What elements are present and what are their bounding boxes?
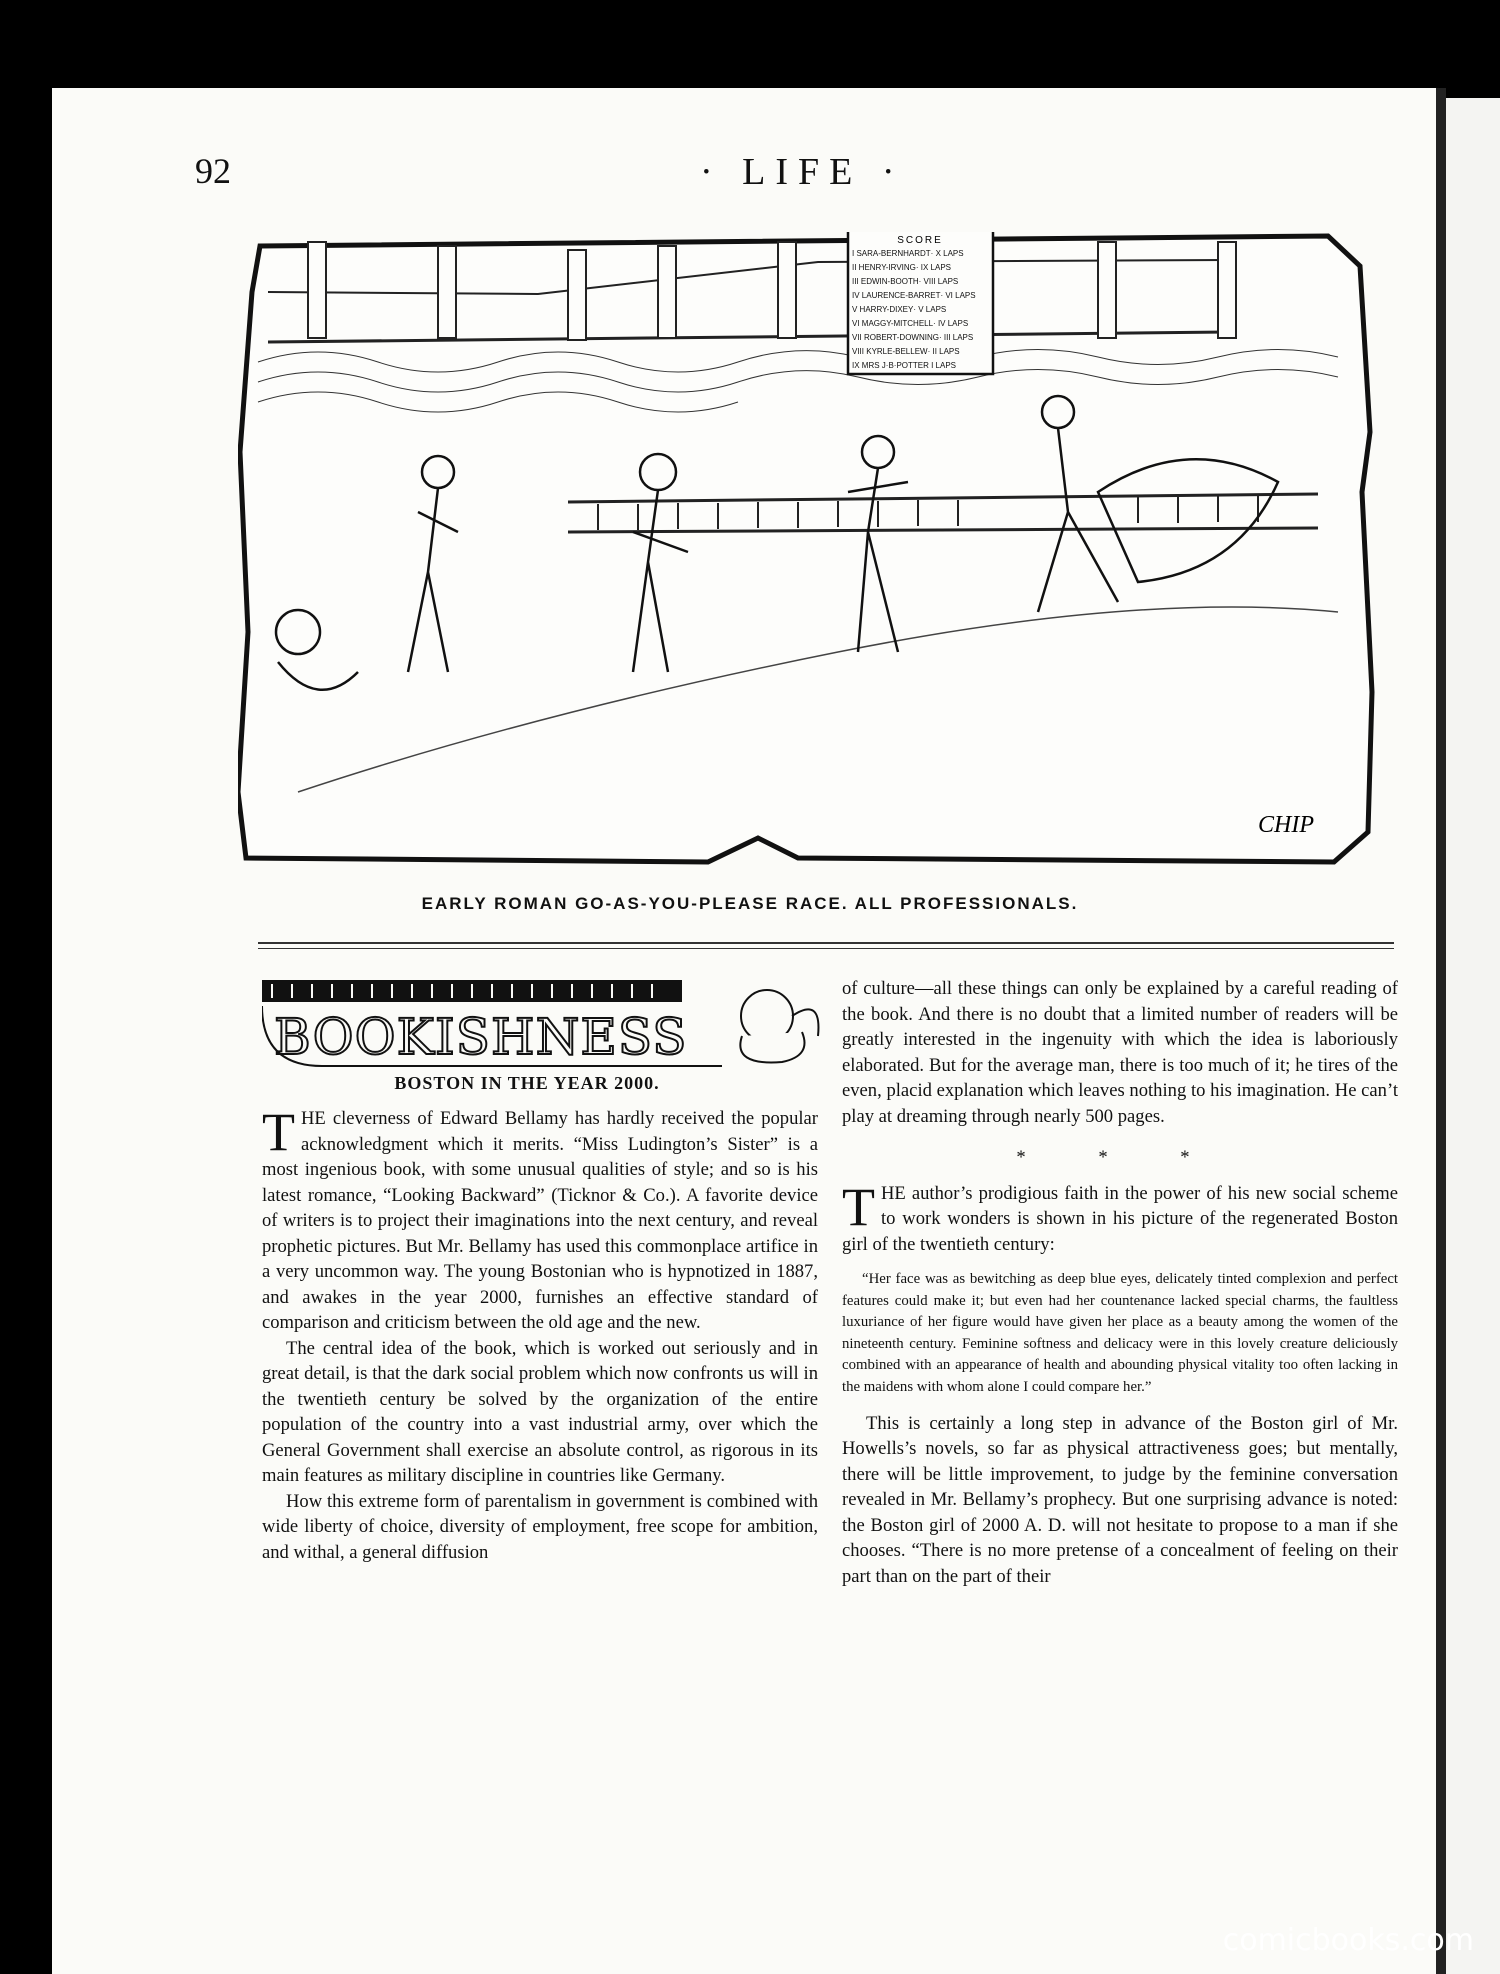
artist-signature: CHIP — [1258, 812, 1314, 838]
block-quote: “Her face was as bewitching as deep blue eyes, delicately tinted complexion and perfect features could make it; but even had her countenance lacked special charms, the faultless luxuriance of her figure would have given her place as a beauty among the women of the nineteenth century. Feminine softness and delicacy were in this lovely creature deliciously combined with an appearance of health and abounding physical vitality too often lacking in the maidens with whom alone I could compare her.” — [842, 1271, 1398, 1395]
illustration-caption: EARLY ROMAN GO-AS-YOU-PLEASE RACE. ALL PROFESSIONALS. — [421, 894, 1079, 913]
score-line: III EDWIN-BOOTH· VIII LAPS — [852, 277, 959, 286]
watermark: comicbooks.com — [1222, 1923, 1474, 1958]
paragraph-text: HE author’s prodigious faith in the power of his new social scheme to work wonders is shown in his picture of the regenerated Boston girl of the twentieth century: — [842, 1182, 1398, 1255]
score-line: VI MAGGY-MITCHELL· IV LAPS — [852, 319, 969, 328]
page-number: 92 — [195, 151, 231, 191]
section-break: * * * — [1016, 1147, 1224, 1168]
score-line: VII ROBERT-DOWNING· III LAPS — [852, 333, 974, 342]
scoreboard-title: SCORE — [897, 235, 943, 246]
score-line: I SARA-BERNHARDT· X LAPS — [852, 249, 964, 258]
paragraph: This is certainly a long step in advance of the Boston girl of Mr. Howells’s novels, so far as physical attractiveness goes; but mentally, there will be little improvement, to judge by the feminine conversation revealed in Mr. Bellamy’s prophecy. But one surprising advance is noted: the Boston girl of 2000 A. D. will not hesitate to propose to a man if she chooses. “There is no more pretense of a concealment of feeling on their part than on the part of their — [842, 1412, 1398, 1587]
race-illustration — [238, 232, 1376, 870]
facing-page-edge — [1446, 98, 1500, 1974]
paragraph: The central idea of the book, which is worked out seriously and in great detail, is that the dark social problem which now confronts us will in the twentieth century be solved by the organization of the entire population of the country into a vast industrial army, over which the General Government shall exercise an absolute control, as rigorous in its main features as military discipline in countries like Germany. — [262, 1337, 818, 1486]
drop-cap: T — [262, 1102, 295, 1162]
bookishness-banner — [262, 976, 822, 1076]
score-line: IV LAURENCE-BARRET· VI LAPS — [852, 291, 976, 300]
article-heading: BOSTON IN THE YEAR 2000. — [394, 1073, 660, 1093]
drop-cap: T — [842, 1176, 875, 1237]
left-column — [262, 1102, 818, 1565]
score-line: V HARRY-DIXEY· V LAPS — [852, 305, 947, 314]
score-line: IX MRS J·B·POTTER I LAPS — [852, 361, 957, 370]
right-column — [842, 976, 1398, 1589]
divider-rule — [258, 942, 1394, 944]
score-line: VIII KYRLE-BELLEW· II LAPS — [852, 347, 960, 356]
banner-title: BOOKISHNESS — [274, 1008, 688, 1066]
paragraph: of culture—all these things can only be explained by a careful reading of the book. And there is no doubt that a limited number of readers will be greatly interested in the ingenuity with which the idea is laboriously elaborated. But for the average man, there is too much of it; he tires of the even, placid explanation which leaves nothing to his imagination. He can’t play at dreaming through nearly 500 pages. — [842, 978, 1398, 1127]
paragraph — [262, 1102, 818, 1336]
page-spine — [1436, 88, 1446, 1974]
paragraph-text: HE cleverness of Edward Bellamy has hardly received the popular acknowledgment which it merits. “Miss Ludington’s Sister” is a most ingenious book, with some unusual qualities of style; and so is his latest romance, “Looking Backward” (Ticknor & Co.). A favorite device of writers is to project their imaginations into the next century, and reveal prophetic pictures. But Mr. Bellamy has used this commonplace artifice in a very uncommon way. The young Bostonian who is hypnotized in 1887, and awakes in the year 2000, furnishes an effective standard of comparison and criticism between the old age and the new. — [262, 1108, 818, 1333]
score-line: II HENRY-IRVING· IX LAPS — [852, 263, 951, 272]
running-head: · LIFE · — [700, 151, 905, 193]
divider-rule — [258, 948, 1394, 949]
paragraph: How this extreme form of parentalism in government is combined with wide liberty of choice, diversity of employment, free scope for ambition, and withal, a general diffusion — [262, 1490, 818, 1563]
paragraph — [842, 1176, 1398, 1258]
